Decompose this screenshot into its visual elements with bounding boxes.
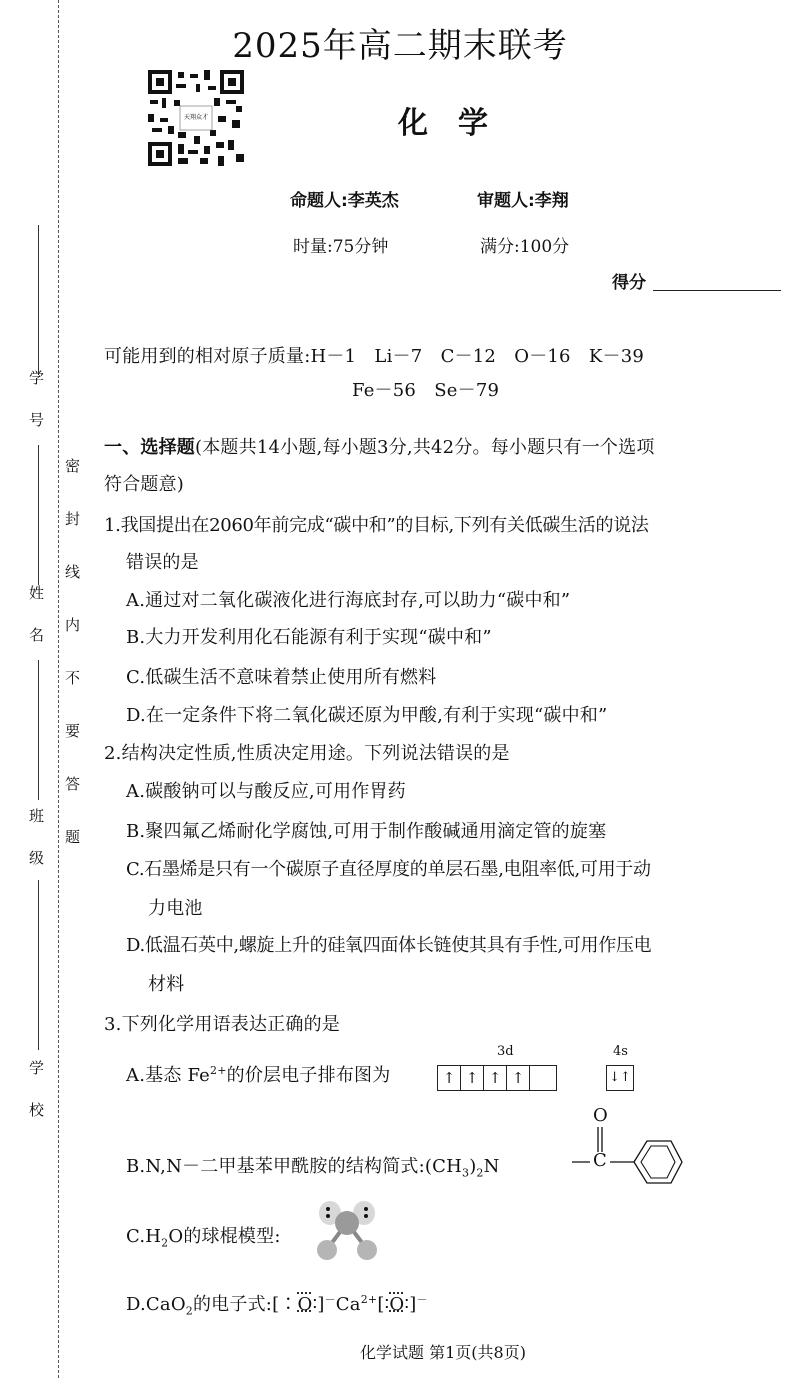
orbital-4s-boxes: [607, 1065, 634, 1091]
q2-option-b: B.聚四氟乙烯耐化学腐蚀,可用于制作酸碱通用滴定管的旋塞: [126, 821, 607, 842]
electron-dot-bracket: [∶: [377, 1294, 390, 1315]
orbital-3d-box: ↑: [506, 1065, 530, 1091]
electron-dot-ca: Ca: [335, 1294, 361, 1315]
q3-a-prefix: A.基态 Fe: [126, 1065, 210, 1086]
q3-d-sub: 2: [185, 1304, 193, 1318]
benzamide-c: C: [593, 1150, 607, 1171]
score-blank[interactable]: [653, 290, 781, 291]
orbital-3d-box: ↑: [483, 1065, 507, 1091]
q3-b-sub2: 2: [476, 1166, 484, 1180]
atomic-masses-line2: Fe－56 Se－79: [352, 380, 500, 401]
student-no-underline: [38, 225, 39, 375]
benzamide-o: O: [593, 1105, 608, 1126]
electron-dot-charge1: －: [324, 1293, 336, 1306]
electron-dot-charge2: －: [416, 1293, 428, 1306]
orbital-3d-box: ↑: [437, 1065, 461, 1091]
q3-b-sub1: 3: [461, 1166, 470, 1180]
q1-option-d: D.在一定条件下将二氧化碳还原为甲酸,有利于实现“碳中和”: [126, 705, 608, 726]
class-label: 班 级: [27, 808, 45, 871]
school-label: 学 校: [27, 1060, 45, 1123]
q3-c-sub: 2: [161, 1236, 169, 1250]
q2-stem: 2.结构决定性质,性质决定用途。下列说法错误的是: [104, 743, 510, 764]
q2-option-a: A.碳酸钠可以与酸反应,可用作胃药: [126, 781, 406, 802]
section1-intro-line2: 符合题意): [104, 474, 185, 495]
water-ball-stick-model: [312, 1198, 382, 1264]
orbital-3d-boxes: [438, 1065, 557, 1091]
q2-option-d-line2: 材料: [148, 974, 185, 995]
q1-option-a: A.通过对二氧化碳液化进行海底封存,可以助力“碳中和”: [126, 590, 571, 611]
q3-b-prefix: B.N,N－二甲基苯甲酰胺的结构简式:: [126, 1156, 425, 1177]
section1-heading: 一、选择题: [104, 437, 195, 458]
orbital-3d-label: 3d: [497, 1044, 514, 1059]
q3-stem: 3.下列化学用语表达正确的是: [104, 1014, 340, 1035]
q3-b-formula: (CH: [424, 1156, 462, 1177]
class-underline: [38, 660, 39, 800]
q3-c-suffix: O的球棍模型:: [168, 1226, 281, 1247]
q2-option-c-line2: 力电池: [148, 898, 203, 919]
q3-b-n: N: [483, 1156, 500, 1177]
electron-dot-bracket: [∶: [272, 1294, 298, 1315]
seal-notice: 密封线内不要答题: [63, 458, 81, 882]
orbital-3d-box: ↑: [460, 1065, 484, 1091]
q1-stem-line1: 1.我国提出在2060年前完成“碳中和”的目标,下列有关低碳生活的说法: [104, 515, 649, 536]
school-underline: [38, 880, 39, 1050]
electron-dot-o1: O: [297, 1294, 313, 1315]
q1-option-b: B.大力开发利用化石能源有利于实现“碳中和”: [126, 627, 492, 648]
electron-dot-bracket: ∶]: [404, 1294, 417, 1315]
orbital-4s-box: ↓↑: [606, 1065, 634, 1091]
duration: 时量:75分钟: [293, 237, 389, 257]
full-score: 满分:100分: [480, 237, 570, 257]
q2-option-c-line1: C.石墨烯是只有一个碳原子直径厚度的单层石墨,电阻率低,可用于动: [126, 859, 651, 880]
student-no-label: 学 号: [27, 370, 45, 433]
q2-option-d-line1: D.低温石英中,螺旋上升的硅氧四面体长链使其具有手性,可用作压电: [126, 935, 652, 956]
page-footer: 化学试题 第1页(共8页): [360, 1343, 526, 1362]
reviewer: 审题人:李翔: [477, 191, 569, 211]
q1-option-c: C.低碳生活不意味着禁止使用所有燃料: [126, 667, 437, 688]
electron-dot-bracket: ∶]: [312, 1294, 325, 1315]
q3-a-suffix: 的价层电子排布图为: [226, 1065, 391, 1086]
q3-b-formula2: ): [469, 1156, 477, 1177]
q1-stem-line2: 错误的是: [126, 552, 199, 573]
setter: 命题人:李英杰: [290, 191, 399, 211]
score-label: 得分: [612, 273, 646, 293]
electron-dot-ca-charge: 2+: [360, 1293, 378, 1306]
name-underline: [38, 445, 39, 585]
q3-option-d: [126, 1290, 428, 1318]
q3-d-prefix: D.CaO: [126, 1294, 186, 1315]
atomic-masses-line1: 可能用到的相对原子质量:H－1 Li－7 C－12 O－16 K－39: [104, 346, 645, 367]
electron-dot-o2: O: [389, 1294, 405, 1315]
q3-c-prefix: C.H: [126, 1226, 162, 1247]
section1-intro: [104, 433, 655, 459]
q3-d-suffix: 的电子式:: [192, 1294, 273, 1315]
q3-option-c: [126, 1222, 281, 1250]
orbital-4s-label: 4s: [613, 1044, 628, 1059]
binding-dashed-line: [58, 0, 59, 1378]
section1-intro-line1: (本题共14小题,每小题3分,共42分。每小题只有一个选项: [195, 437, 655, 458]
orbital-3d-box: [529, 1065, 557, 1091]
subject-title: 化 学: [398, 106, 488, 141]
q3-option-a: [126, 1061, 390, 1087]
q3-a-charge: 2+: [210, 1064, 227, 1077]
qr-center-text: 天翔众才: [183, 114, 208, 121]
q3-option-b: [126, 1152, 500, 1180]
exam-title: 2025年高二期末联考: [232, 26, 568, 66]
benzamide-structure: [570, 1105, 690, 1185]
name-label: 姓 名: [27, 585, 45, 648]
